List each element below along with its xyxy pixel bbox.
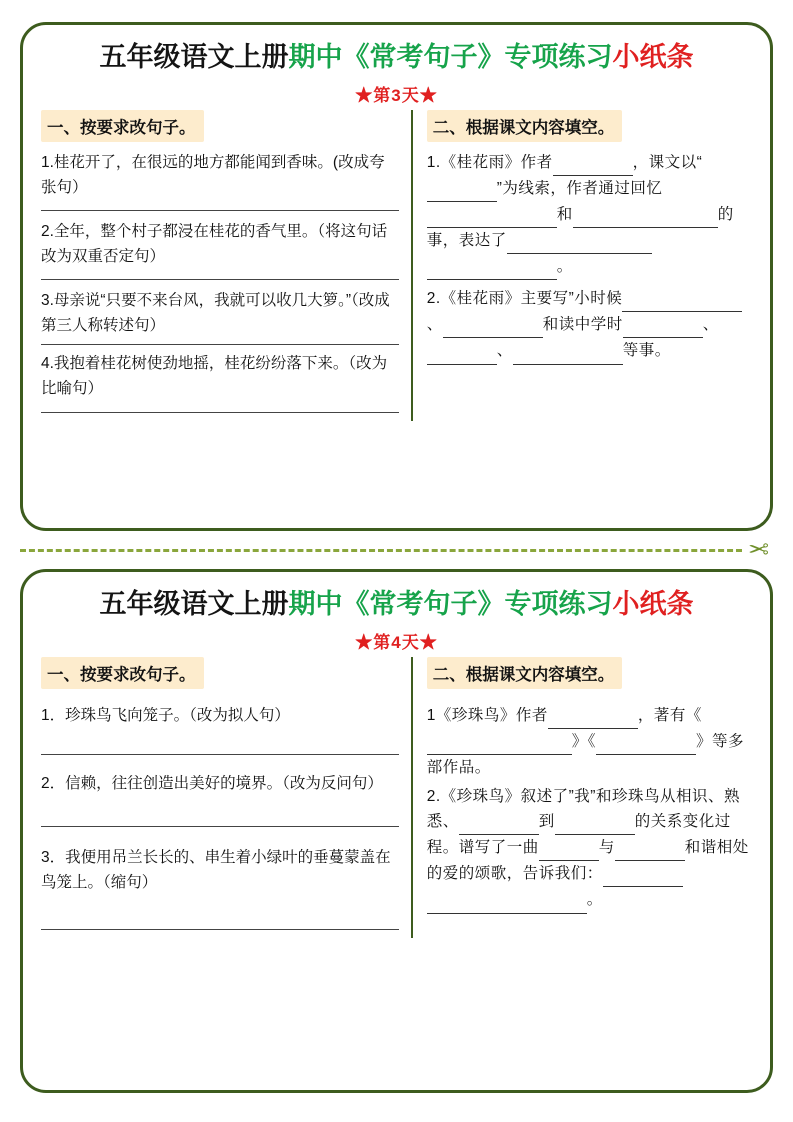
title-part-black: 五年级语文上册 [99, 589, 289, 619]
q-text: ”为线索，作者通过回忆 [496, 179, 663, 197]
inline-blank[interactable] [603, 861, 683, 887]
inline-blank[interactable] [573, 202, 718, 228]
question-item: 2.全年，整个村子都浸在桂花的香气里。（将这句话改为双重否定句） [41, 222, 388, 266]
card-subtitle-day: ★第4天★ [355, 632, 438, 652]
inline-blank[interactable] [427, 254, 557, 280]
inline-blank[interactable] [623, 312, 703, 338]
dashed-divider [20, 549, 742, 552]
question-item [427, 703, 752, 780]
q-text: 1《珍珠鸟》作者 [426, 706, 548, 724]
cut-line [20, 531, 773, 569]
inline-blank[interactable] [427, 202, 557, 228]
card-subtitle-day: ★第3天★ [355, 85, 438, 105]
q-text: 1.《桂花雨》作者 [426, 153, 553, 171]
inline-blank[interactable] [548, 703, 638, 729]
question-item: 4.我抱着桂花树使劲地摇，桂花纷纷落下来。（改为比喻句） [41, 355, 388, 398]
inline-blank[interactable] [507, 228, 652, 254]
q-text: 的事，表达了 [426, 205, 734, 250]
q-text: ，课文以“ [632, 153, 703, 171]
q-text: 、 [702, 316, 719, 334]
inline-blank[interactable] [443, 312, 543, 338]
q-text: 2.《珍珠鸟》叙述了”我”和珍珠鸟从相识、熟悉、 [426, 788, 740, 831]
inline-blank[interactable] [622, 286, 742, 312]
card-title [41, 586, 752, 622]
question-item: 1.桂花开了，在很远的地方都能闻到香味。(改成夸张句） [41, 153, 385, 196]
title-part-red: 小纸条 [612, 589, 694, 619]
q-text: 》《 [571, 732, 596, 750]
q-text: 与 [598, 839, 615, 857]
question-item: 2．信赖，往往创造出美好的境界。（改为反问句） [41, 774, 383, 792]
section-heading: 二、根据课文内容填空。 [427, 110, 623, 142]
card-columns [41, 110, 752, 421]
inline-blank[interactable] [459, 809, 539, 835]
q-text: ，著有《 [637, 706, 702, 724]
q-text: 等事。 [622, 342, 671, 360]
title-part-black: 五年级语文上册 [99, 42, 289, 72]
question-item [427, 150, 752, 281]
worksheet-card-day3 [20, 22, 773, 531]
inline-blank[interactable] [427, 887, 587, 913]
inline-blank[interactable] [596, 729, 696, 755]
title-part-green: 期中《常考句子》专项练习 [288, 42, 613, 72]
question-item: 3.母亲说“只要不来台风，我就可以收几大箩。”（改成第三人称转述句） [41, 292, 390, 335]
answer-blank[interactable] [41, 754, 399, 755]
q-text: 和 [556, 205, 573, 223]
section-rewrite-sentences [41, 110, 411, 421]
answer-blank[interactable] [41, 412, 399, 413]
title-part-red: 小纸条 [612, 42, 694, 72]
section-fill-in-blanks [411, 110, 752, 421]
inline-blank[interactable] [555, 809, 635, 835]
question-item: 1．珍珠鸟飞向笼子。（改为拟人句） [41, 706, 290, 724]
q-text: 。 [556, 258, 573, 276]
q-text: 到 [538, 813, 555, 831]
q-text: 的关系变化过程。谱写了一曲 [426, 813, 731, 857]
question-item: 3．我便用吊兰长长的、串生着小绿叶的垂蔓蒙盖在鸟笼上。（缩句） [41, 848, 391, 892]
answer-blank[interactable] [41, 279, 399, 280]
section-heading: 一、按要求改句子。 [41, 657, 204, 689]
answer-blank[interactable] [41, 826, 399, 827]
question-item [427, 286, 752, 364]
section-heading: 一、按要求改句子。 [41, 110, 204, 142]
section-rewrite-sentences [41, 657, 411, 938]
question-item [427, 784, 752, 914]
worksheet-card-day4 [20, 569, 773, 1093]
card-title [41, 39, 752, 75]
section-fill-in-blanks [411, 657, 752, 938]
inline-blank[interactable] [427, 176, 497, 202]
answer-blank[interactable] [41, 210, 399, 211]
inline-blank[interactable] [513, 338, 623, 364]
q-text: 。 [586, 891, 603, 909]
q-text: 和读中学时 [542, 316, 623, 334]
inline-blank[interactable] [553, 150, 633, 176]
inline-blank[interactable] [427, 729, 572, 755]
card-columns [41, 657, 752, 938]
q-text: 、 [426, 316, 443, 334]
inline-blank[interactable] [539, 835, 599, 861]
inline-blank[interactable] [427, 338, 497, 364]
q-text: 、 [496, 342, 513, 360]
q-text: 和谐相处的爱的颂歌，告诉我们： [426, 839, 749, 883]
q-text: 》等多部作品。 [426, 732, 744, 776]
scissors-icon: ✂ [748, 535, 769, 564]
title-part-green: 期中《常考句子》专项练习 [288, 589, 613, 619]
inline-blank[interactable] [615, 835, 685, 861]
answer-blank[interactable] [41, 929, 399, 930]
q-text: 2.《桂花雨》主要写”小时候 [426, 290, 623, 308]
section-heading: 二、根据课文内容填空。 [427, 657, 623, 689]
answer-blank[interactable] [41, 344, 399, 345]
